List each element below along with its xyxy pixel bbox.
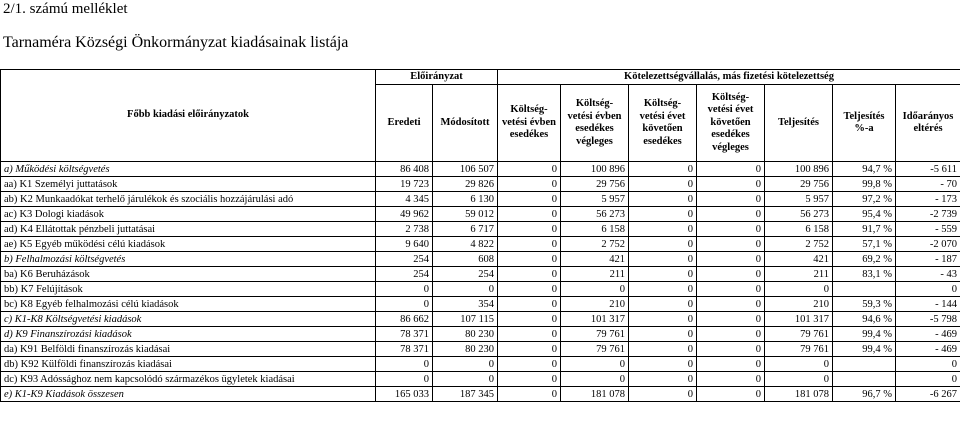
cell-idoaranyos-elteres: -6 267 [896,387,960,402]
cell-kv-evet-koveto-esedekes: 0 [629,177,697,192]
cell-eredeti: 0 [376,357,433,372]
cell-modositott: 187 345 [433,387,498,402]
row-label: a) Működési költségvetés [1,162,376,177]
cell-kv-evet-koveto-esedekes: 0 [629,222,697,237]
cell-kv-evben-esedekes: 0 [498,222,561,237]
row-label: dc) K93 Adóssághoz nem kapcsolódó származékos ügyletek kiadásai [1,372,376,387]
table-row [1,252,960,267]
cell-eredeti: 49 962 [376,207,433,222]
cell-kv-evet-koveto-vegleges: 0 [697,297,765,312]
cell-idoaranyos-elteres: -5 611 [896,162,960,177]
row-label: b) Felhalmozási költségvetés [1,252,376,267]
cell-teljesites-pct: 99,8 % [833,177,896,192]
cell-kv-evben-esedekes-vegleges: 29 756 [561,177,629,192]
cell-teljesites: 421 [765,252,833,267]
cell-kv-evben-esedekes: 0 [498,282,561,297]
header-kv-evet-koveto-vegleges: Költség-vetési évet követően esedékes végleges [697,85,765,162]
cell-idoaranyos-elteres: -5 798 [896,312,960,327]
cell-kv-evet-koveto-vegleges: 0 [697,387,765,402]
cell-eredeti: 86 408 [376,162,433,177]
cell-kv-evben-esedekes-vegleges: 100 896 [561,162,629,177]
cell-eredeti: 9 640 [376,237,433,252]
cell-eredeti: 0 [376,372,433,387]
cell-modositott: 4 822 [433,237,498,252]
cell-kv-evben-esedekes-vegleges: 0 [561,282,629,297]
cell-teljesites-pct: 99,4 % [833,342,896,357]
cell-kv-evet-koveto-esedekes: 0 [629,342,697,357]
cell-kv-evet-koveto-vegleges: 0 [697,192,765,207]
row-label: bc) K8 Egyéb felhalmozási célú kiadások [1,297,376,312]
cell-modositott: 29 826 [433,177,498,192]
header-kv-evben-esedekes-vegleges: Költség-vetési évben esedékes végleges [561,85,629,162]
row-label: ad) K4 Ellátottak pénzbeli juttatásai [1,222,376,237]
expenditure-table [0,69,960,402]
cell-idoaranyos-elteres: -2 739 [896,207,960,222]
page-title: Tarnaméra Községi Önkormányzat kiadásainak listája [3,34,349,51]
cell-kv-evben-esedekes-vegleges: 79 761 [561,327,629,342]
cell-kv-evet-koveto-esedekes: 0 [629,267,697,282]
cell-eredeti: 254 [376,267,433,282]
cell-modositott: 254 [433,267,498,282]
header-eredeti: Eredeti [376,85,433,162]
cell-teljesites-pct: 91,7 % [833,222,896,237]
cell-idoaranyos-elteres: - 144 [896,297,960,312]
table-row [1,177,960,192]
cell-eredeti: 78 371 [376,342,433,357]
table-row [1,342,960,357]
cell-kv-evet-koveto-esedekes: 0 [629,162,697,177]
row-label: bb) K7 Felújítások [1,282,376,297]
row-label: c) K1-K8 Költségvetési kiadások [1,312,376,327]
table-row [1,297,960,312]
cell-teljesites-pct [833,372,896,387]
cell-kv-evet-koveto-esedekes: 0 [629,372,697,387]
header-kv-evet-koveto-esedekes: Költség-vetési évet követően esedékes [629,85,697,162]
cell-kv-evben-esedekes: 0 [498,267,561,282]
cell-idoaranyos-elteres: - 70 [896,177,960,192]
cell-kv-evet-koveto-vegleges: 0 [697,327,765,342]
cell-modositott: 6 717 [433,222,498,237]
cell-kv-evet-koveto-esedekes: 0 [629,327,697,342]
cell-kv-evben-esedekes: 0 [498,207,561,222]
cell-kv-evben-esedekes: 0 [498,252,561,267]
cell-eredeti: 19 723 [376,177,433,192]
cell-kv-evben-esedekes: 0 [498,297,561,312]
cell-teljesites: 79 761 [765,327,833,342]
cell-modositott: 80 230 [433,327,498,342]
cell-kv-evben-esedekes-vegleges: 181 078 [561,387,629,402]
cell-eredeti: 165 033 [376,387,433,402]
row-label: e) K1-K9 Kiadások összesen [1,387,376,402]
cell-modositott: 59 012 [433,207,498,222]
table-row [1,237,960,252]
cell-kv-evben-esedekes: 0 [498,312,561,327]
cell-kv-evben-esedekes-vegleges: 5 957 [561,192,629,207]
cell-modositott: 354 [433,297,498,312]
cell-kv-evet-koveto-esedekes: 0 [629,252,697,267]
table-row [1,312,960,327]
cell-eredeti: 0 [376,282,433,297]
row-label: aa) K1 Személyi juttatások [1,177,376,192]
cell-eredeti: 2 738 [376,222,433,237]
header-group-appropriation: Előirányzat [376,70,498,85]
cell-idoaranyos-elteres: 0 [896,357,960,372]
row-label: ba) K6 Beruházások [1,267,376,282]
cell-kv-evet-koveto-vegleges: 0 [697,342,765,357]
cell-idoaranyos-elteres: - 173 [896,192,960,207]
cell-kv-evet-koveto-vegleges: 0 [697,282,765,297]
cell-teljesites: 101 317 [765,312,833,327]
cell-teljesites-pct: 97,2 % [833,192,896,207]
cell-modositott: 0 [433,282,498,297]
cell-eredeti: 4 345 [376,192,433,207]
cell-teljesites-pct: 69,2 % [833,252,896,267]
row-label: ac) K3 Dologi kiadások [1,207,376,222]
table-row [1,387,960,402]
cell-kv-evet-koveto-esedekes: 0 [629,387,697,402]
cell-idoaranyos-elteres: - 43 [896,267,960,282]
appendix-caption: 2/1. számú melléklet [3,1,128,17]
cell-idoaranyos-elteres: 0 [896,282,960,297]
cell-eredeti: 0 [376,297,433,312]
row-label: da) K91 Belföldi finanszírozás kiadásai [1,342,376,357]
cell-modositott: 6 130 [433,192,498,207]
cell-teljesites: 79 761 [765,342,833,357]
cell-kv-evben-esedekes-vegleges: 421 [561,252,629,267]
cell-modositott: 0 [433,357,498,372]
cell-teljesites: 0 [765,357,833,372]
cell-kv-evben-esedekes-vegleges: 211 [561,267,629,282]
cell-kv-evet-koveto-vegleges: 0 [697,252,765,267]
cell-teljesites: 0 [765,282,833,297]
table-row [1,192,960,207]
cell-kv-evet-koveto-vegleges: 0 [697,372,765,387]
row-label: d) K9 Finanszírozási kiadások [1,327,376,342]
cell-kv-evet-koveto-esedekes: 0 [629,357,697,372]
cell-kv-evet-koveto-esedekes: 0 [629,312,697,327]
cell-kv-evben-esedekes-vegleges: 79 761 [561,342,629,357]
cell-kv-evet-koveto-vegleges: 0 [697,162,765,177]
cell-teljesites-pct: 94,7 % [833,162,896,177]
cell-teljesites: 181 078 [765,387,833,402]
cell-kv-evben-esedekes-vegleges: 0 [561,372,629,387]
cell-kv-evben-esedekes-vegleges: 210 [561,297,629,312]
header-group-commitments: Kötelezettségvállalás, más fizetési kötelezettség [498,70,960,85]
cell-kv-evet-koveto-vegleges: 0 [697,177,765,192]
cell-teljesites: 100 896 [765,162,833,177]
cell-eredeti: 86 662 [376,312,433,327]
cell-idoaranyos-elteres: - 559 [896,222,960,237]
cell-eredeti: 78 371 [376,327,433,342]
cell-teljesites: 6 158 [765,222,833,237]
cell-teljesites-pct [833,282,896,297]
cell-kv-evet-koveto-vegleges: 0 [697,222,765,237]
cell-kv-evben-esedekes: 0 [498,162,561,177]
row-label: db) K92 Külföldi finanszírozás kiadásai [1,357,376,372]
cell-kv-evben-esedekes: 0 [498,177,561,192]
cell-kv-evet-koveto-esedekes: 0 [629,207,697,222]
table-row [1,372,960,387]
table-row [1,222,960,237]
row-label: ab) K2 Munkaadókat terhelő járulékok és szociális hozzájárulási adó [1,192,376,207]
header-idoaranyos-elteres: Időarányos eltérés [896,85,960,162]
cell-idoaranyos-elteres: - 469 [896,342,960,357]
cell-idoaranyos-elteres: - 469 [896,327,960,342]
cell-teljesites-pct: 83,1 % [833,267,896,282]
table-row [1,207,960,222]
cell-kv-evben-esedekes-vegleges: 0 [561,357,629,372]
cell-kv-evet-koveto-vegleges: 0 [697,267,765,282]
cell-teljesites-pct: 96,7 % [833,387,896,402]
cell-kv-evben-esedekes: 0 [498,192,561,207]
cell-teljesites-pct [833,357,896,372]
cell-modositott: 0 [433,372,498,387]
cell-modositott: 80 230 [433,342,498,357]
cell-kv-evben-esedekes: 0 [498,387,561,402]
cell-teljesites-pct: 57,1 % [833,237,896,252]
cell-kv-evet-koveto-vegleges: 0 [697,207,765,222]
cell-kv-evet-koveto-esedekes: 0 [629,192,697,207]
cell-modositott: 107 115 [433,312,498,327]
cell-teljesites: 29 756 [765,177,833,192]
cell-kv-evet-koveto-esedekes: 0 [629,282,697,297]
cell-teljesites: 56 273 [765,207,833,222]
header-teljesites: Teljesítés [765,85,833,162]
header-kv-evben-esedekes: Költség-vetési évben esedékes [498,85,561,162]
table-row [1,282,960,297]
cell-kv-evet-koveto-vegleges: 0 [697,312,765,327]
cell-kv-evet-koveto-esedekes: 0 [629,237,697,252]
cell-teljesites: 210 [765,297,833,312]
cell-eredeti: 254 [376,252,433,267]
cell-kv-evben-esedekes: 0 [498,357,561,372]
cell-kv-evet-koveto-esedekes: 0 [629,297,697,312]
header-modositott: Módosított [433,85,498,162]
cell-kv-evben-esedekes-vegleges: 2 752 [561,237,629,252]
cell-kv-evet-koveto-vegleges: 0 [697,357,765,372]
cell-kv-evet-koveto-vegleges: 0 [697,237,765,252]
cell-kv-evben-esedekes: 0 [498,327,561,342]
cell-kv-evben-esedekes-vegleges: 6 158 [561,222,629,237]
cell-kv-evben-esedekes: 0 [498,342,561,357]
cell-teljesites-pct: 94,6 % [833,312,896,327]
header-main-items: Főbb kiadási előirányzatok [1,70,376,162]
cell-kv-evben-esedekes-vegleges: 101 317 [561,312,629,327]
cell-kv-evben-esedekes: 0 [498,237,561,252]
cell-modositott: 106 507 [433,162,498,177]
cell-idoaranyos-elteres: -2 070 [896,237,960,252]
cell-kv-evben-esedekes-vegleges: 56 273 [561,207,629,222]
table-row [1,357,960,372]
cell-idoaranyos-elteres: 0 [896,372,960,387]
row-label: ae) K5 Egyéb működési célú kiadások [1,237,376,252]
cell-teljesites-pct: 59,3 % [833,297,896,312]
header-teljesites-pct: Teljesítés %-a [833,85,896,162]
cell-teljesites: 211 [765,267,833,282]
cell-modositott: 608 [433,252,498,267]
cell-teljesites: 2 752 [765,237,833,252]
cell-teljesites: 0 [765,372,833,387]
cell-teljesites: 5 957 [765,192,833,207]
cell-teljesites-pct: 99,4 % [833,327,896,342]
table-row [1,162,960,177]
table-row [1,267,960,282]
cell-kv-evben-esedekes: 0 [498,372,561,387]
table-row [1,327,960,342]
cell-idoaranyos-elteres: - 187 [896,252,960,267]
cell-teljesites-pct: 95,4 % [833,207,896,222]
